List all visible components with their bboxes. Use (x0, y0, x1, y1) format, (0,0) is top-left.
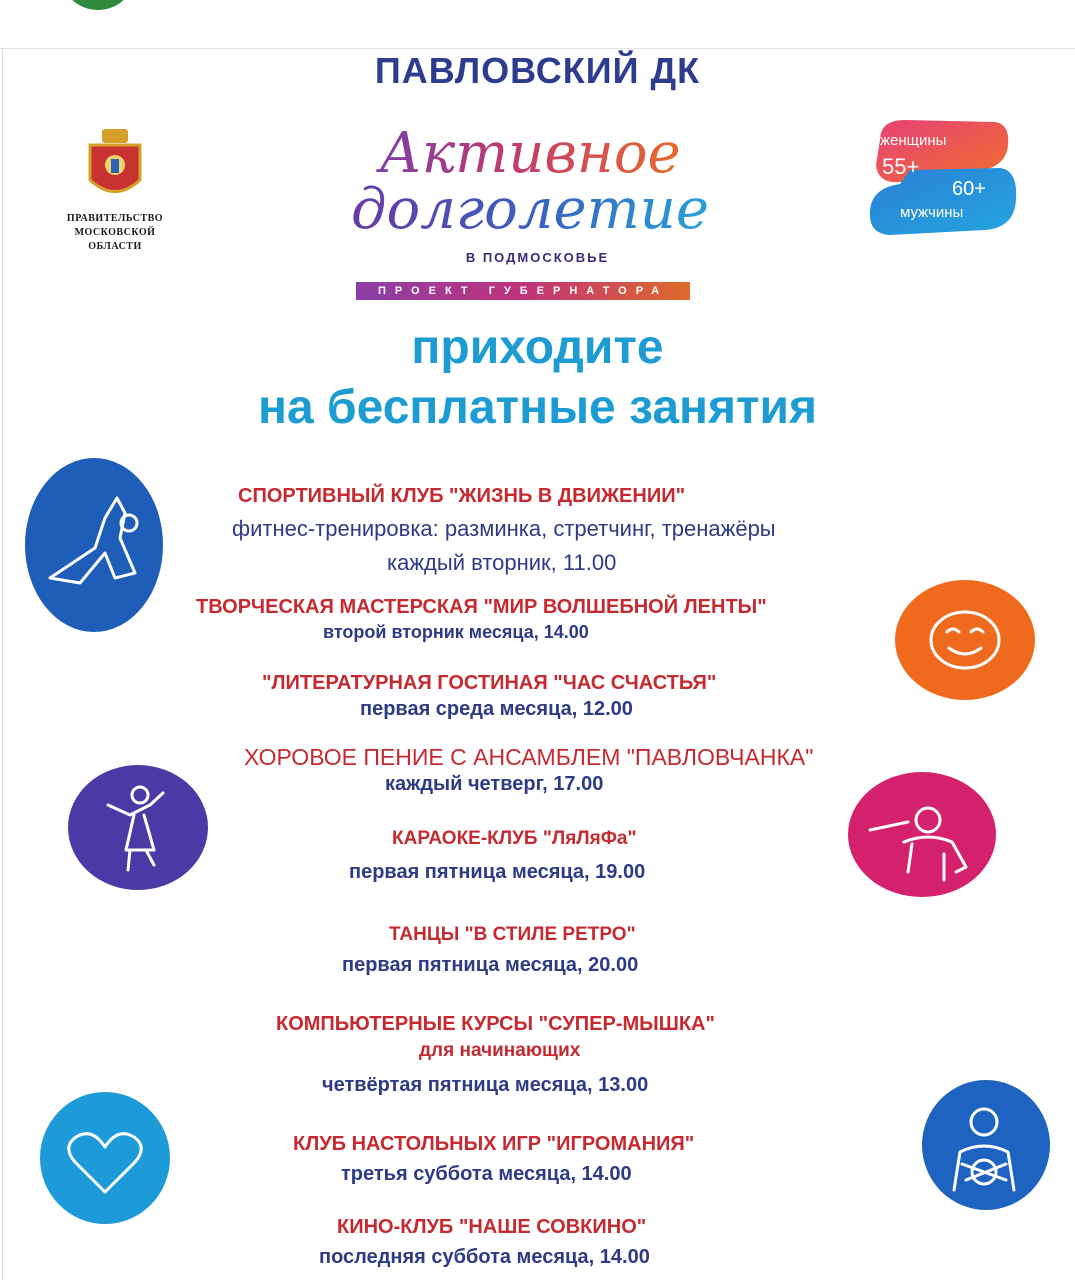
activity-title-dance: ТАНЦЫ "В СТИЛЕ РЕТРО" (389, 924, 636, 945)
activity-title-cinema: КИНО-КЛУБ "НАШЕ СОВКИНО" (337, 1216, 647, 1238)
invite-line-2: на бесплатные занятия (257, 381, 818, 434)
badge-women: женщины (880, 132, 947, 149)
activity-time-literature: первая среда месяца, 12.00 (360, 698, 633, 720)
activity-title-boardgames: КЛУБ НАСТОЛЬНЫХ ИГР "ИГРОМАНИЯ" (293, 1133, 695, 1155)
activity-time-sport: каждый вторник, 11.00 (387, 550, 617, 575)
age-badge (860, 110, 1020, 240)
invite-line-1: приходите (411, 321, 664, 374)
activity-title-karaoke: КАРАОКЕ-КЛУБ "ЛяЛяФа" (392, 828, 637, 849)
activity-time-ribbon: второй вторник месяца, 14.00 (323, 622, 589, 642)
activity-title-literature: "ЛИТЕРАТУРНАЯ ГОСТИНАЯ "ЧАС СЧАСТЬЯ" (262, 672, 717, 694)
logo-line-1: Активное (379, 121, 681, 186)
profile-avatar[interactable] (60, 0, 136, 10)
government-name: ПРАВИТЕЛЬСТВО МОСКОВСКОЙ ОБЛАСТИ (66, 213, 164, 252)
coat-of-arms-icon (80, 125, 150, 205)
singer-microphone-icon (848, 772, 996, 897)
badge-men-age: 60+ (952, 178, 986, 200)
activity-title-computer: КОМПЬЮТЕРНЫЕ КУРСЫ "СУПЕР-МЫШКА" (276, 1013, 715, 1035)
active-longevity-logo (330, 110, 730, 240)
logo-subtitle: В ПОДМОСКОВЬЕ (465, 250, 610, 265)
activity-time-boardgames: третья суббота месяца, 14.00 (341, 1163, 632, 1185)
frame-border (2, 48, 3, 1280)
activity-desc-computer: для начинающих (419, 1040, 581, 1061)
activity-time-computer: четвёртая пятница месяца, 13.00 (322, 1074, 649, 1096)
activity-time-cinema: последняя суббота месяца, 14.00 (319, 1246, 650, 1268)
knitting-person-icon (922, 1080, 1050, 1210)
activity-time-choir: каждый четверг, 17.00 (385, 773, 604, 795)
activity-title-sport: СПОРТИВНЫЙ КЛУБ "ЖИЗНЬ В ДВИЖЕНИИ" (238, 485, 686, 507)
project-banner (356, 282, 690, 300)
badge-men: мужчины (900, 204, 964, 221)
app-top-bar (0, 0, 1075, 49)
activity-time-dance: первая пятница месяца, 20.00 (342, 954, 639, 976)
activity-time-karaoke: первая пятница месяца, 19.00 (349, 861, 646, 883)
stretching-person-icon (25, 458, 163, 632)
page-title: ПАВЛОВСКИЙ ДК (374, 50, 701, 91)
heart-icon (40, 1092, 170, 1224)
dancing-woman-icon (68, 765, 208, 890)
activity-title-ribbon: ТВОРЧЕСКАЯ МАСТЕРСКАЯ "МИР ВОЛШЕБНОЙ ЛЕНТЫ" (196, 596, 767, 618)
logo-line-2: долголетие (351, 177, 709, 240)
project-banner-text: ПРОЕКТ ГУБЕРНАТОРА (377, 285, 669, 297)
activity-desc-sport: фитнес-тренировка: разминка, стретчинг, тренажёры (232, 516, 776, 541)
activity-title-choir: ХОРОВОЕ ПЕНИЕ С АНСАМБЛЕМ "ПАВЛОВЧАНКА" (244, 744, 814, 770)
badge-women-age: 55+ (882, 154, 920, 179)
smiley-face-icon (895, 580, 1035, 700)
